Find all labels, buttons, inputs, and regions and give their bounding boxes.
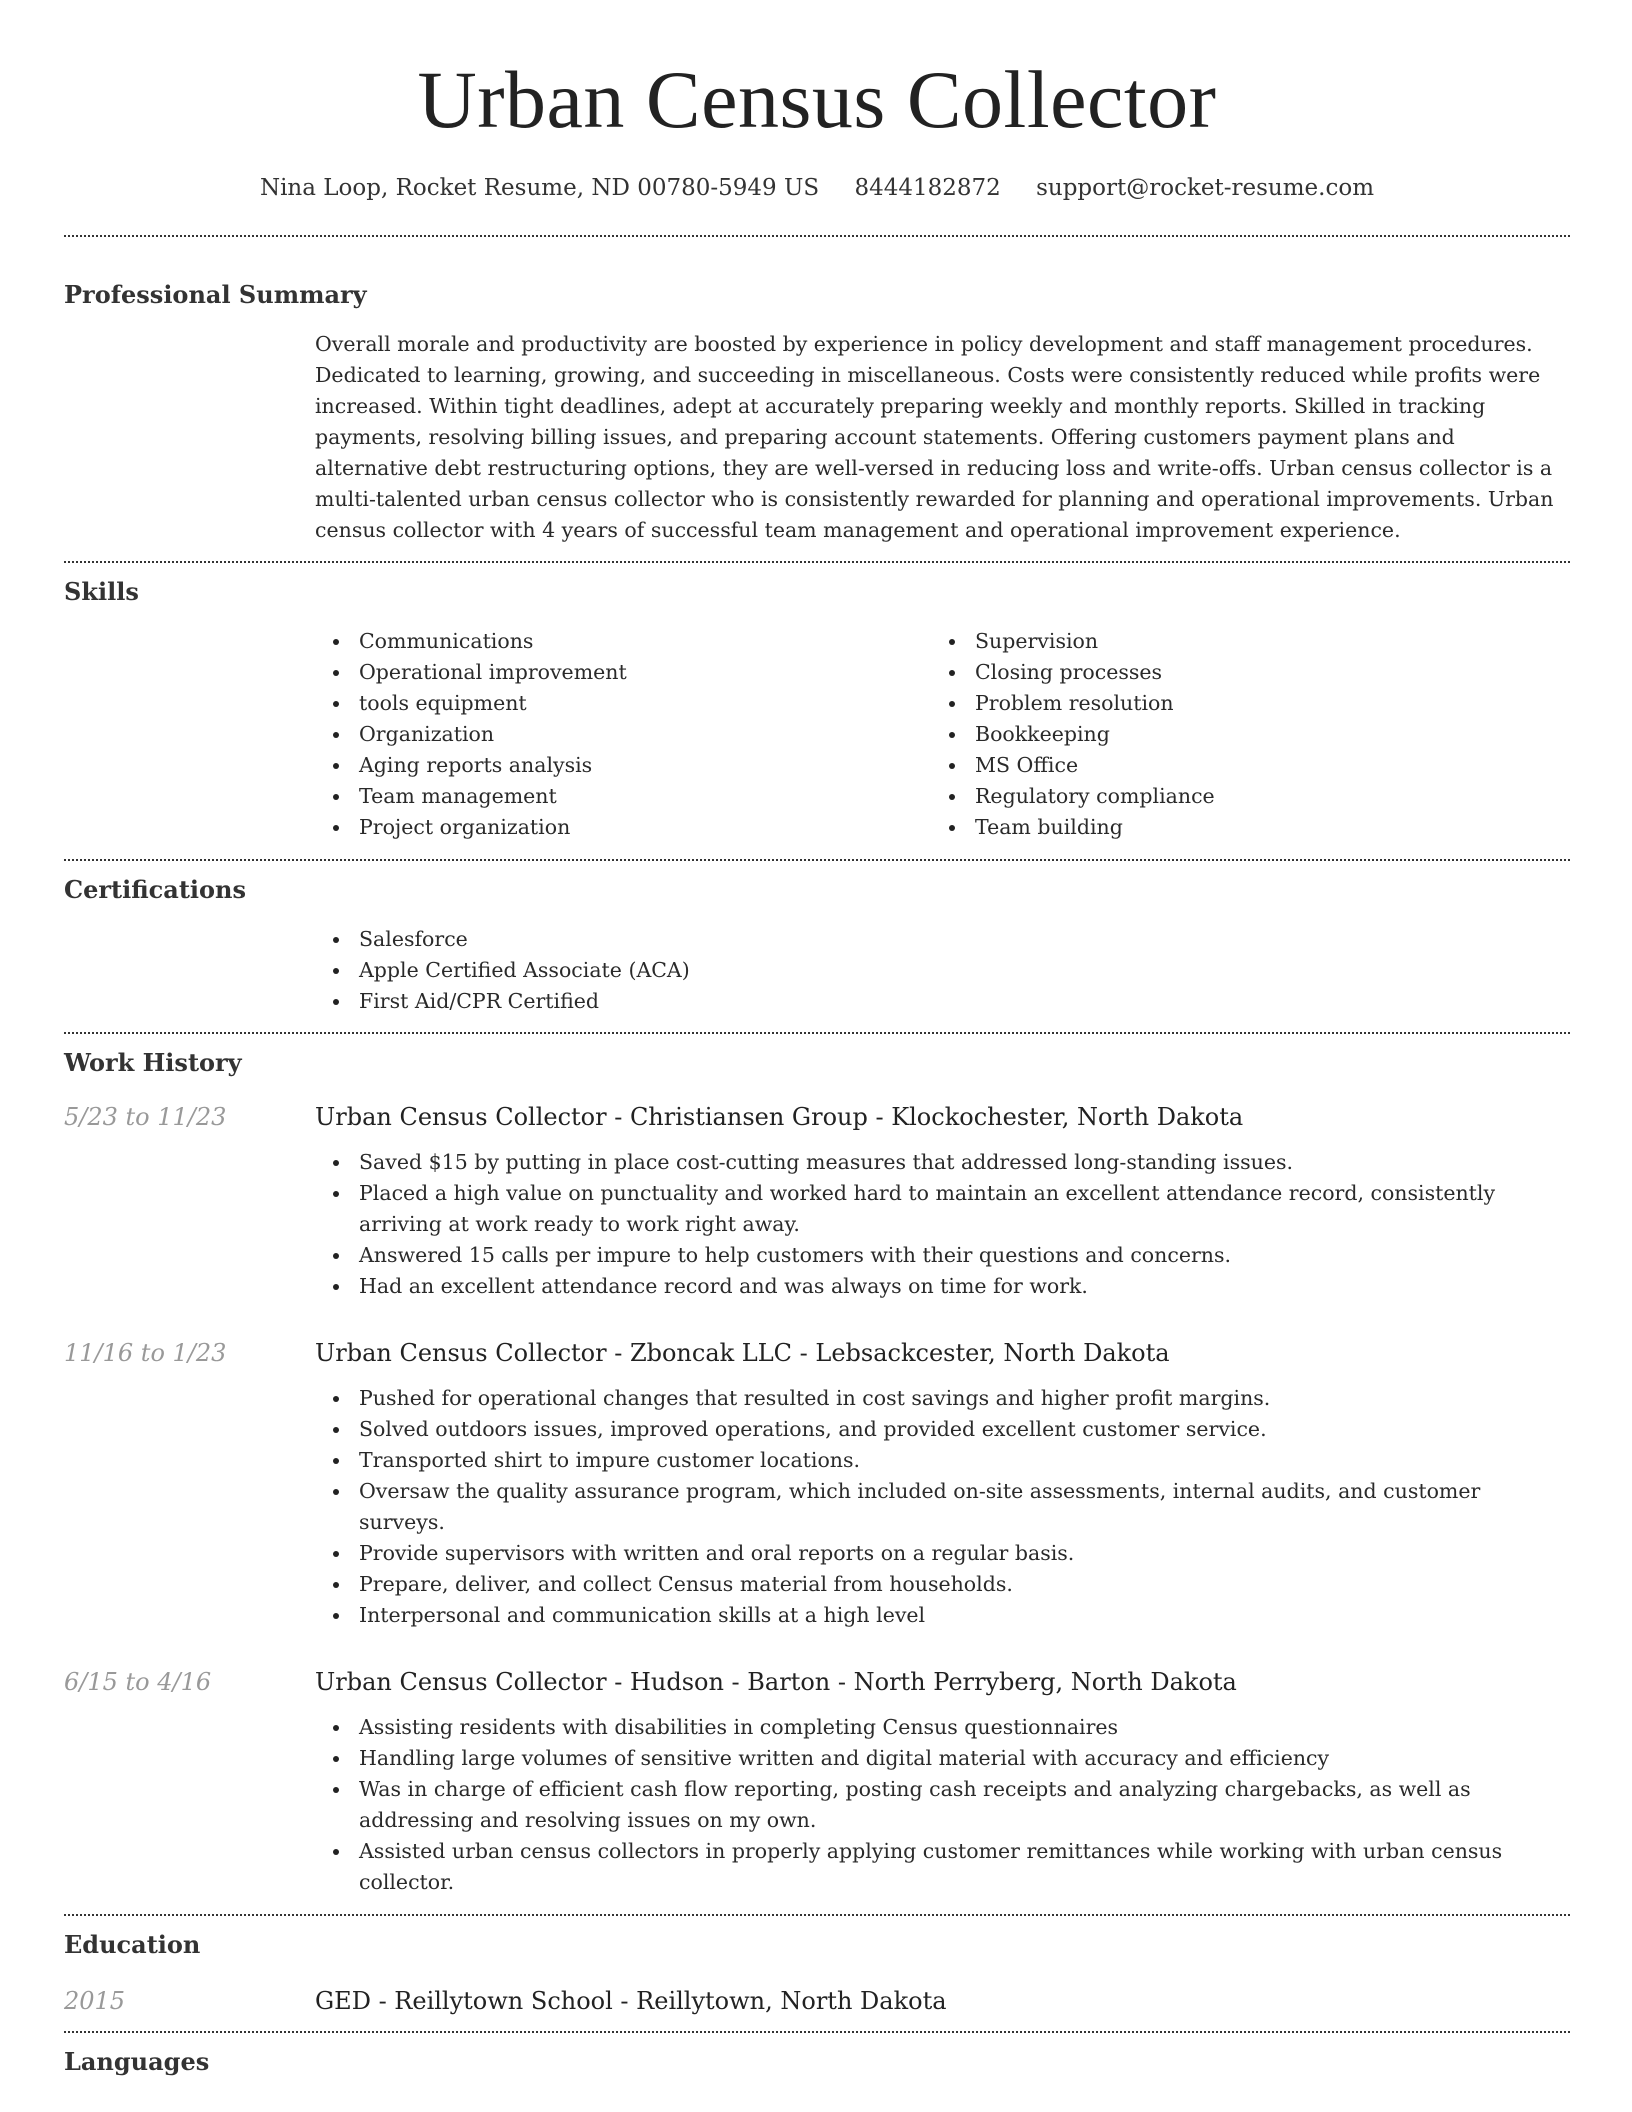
education-entry bbox=[64, 1983, 1570, 2031]
skill-item: Project organization bbox=[315, 812, 931, 843]
job-entry bbox=[64, 1664, 1570, 1700]
skill-item: Bookkeeping bbox=[931, 719, 1547, 750]
summary-text: Overall morale and productivity are boosted by experience in policy development and staff management procedures. Dedicated to learning, growing, and succeeding in miscellaneous. Costs were consistently reduced while profits were increased. Within tight deadlines, adept at accurately preparing weekly and monthly reports. Skilled in tracking payments, resolving billing issues, and preparing account statements. Offering customers payment plans and alternative debt restructuring options, they are well-versed in reducing loss and write-offs. Urban census collector is a multi-talented urban census collector who is consistently rewarded for planning and operational improvements. Urban census collector with 4 years of successful team management and operational improvement experience. bbox=[315, 332, 1554, 542]
skill-item: Team management bbox=[315, 781, 931, 812]
job-bullet: Had an excellent attendance record and was always on time for work. bbox=[315, 1271, 1570, 1302]
resume-title: Urban Census Collector bbox=[417, 54, 1217, 145]
certifications-heading: Certifications bbox=[64, 875, 247, 904]
job-title: Urban Census Collector - Hudson - Barton - North Perryberg, North Dakota bbox=[315, 1668, 1237, 1696]
work-history-heading: Work History bbox=[64, 1048, 242, 1077]
certifications-list bbox=[315, 924, 1570, 1032]
job-bullet: Answered 15 calls per impure to help customers with their questions and concerns. bbox=[315, 1240, 1570, 1271]
job-bullet: Handling large volumes of sensitive written and digital material with accuracy and efficiency bbox=[315, 1743, 1570, 1774]
job-bullet: Placed a high value on punctuality and worked hard to maintain an excellent attendance record, consistently arriving at work ready to work right away. bbox=[315, 1178, 1570, 1240]
summary-heading: Professional Summary bbox=[64, 280, 367, 309]
skill-item: Team building bbox=[931, 812, 1547, 843]
section-divider bbox=[64, 1032, 1570, 1034]
section-divider bbox=[64, 1914, 1570, 1916]
education-date: 2015 bbox=[64, 1987, 126, 2015]
job-bullet: Assisted urban census collectors in properly applying customer remittances while working with urban census collector. bbox=[315, 1836, 1570, 1898]
job-entry bbox=[64, 1099, 1570, 1135]
education-title: GED - Reillytown School - Reillytown, North Dakota bbox=[315, 1987, 947, 2015]
job-bullet: Provide supervisors with written and oral reports on a regular basis. bbox=[315, 1538, 1570, 1569]
job-bullet: Oversaw the quality assurance program, which included on-site assessments, internal audits, and customer surveys. bbox=[315, 1476, 1570, 1538]
job-bullet: Was in charge of efficient cash flow reporting, posting cash receipts and analyzing chargebacks, as well as addressing and resolving issues on my own. bbox=[315, 1774, 1570, 1836]
job-bullets bbox=[315, 1383, 1570, 1631]
certification-item: Apple Certified Associate (ACA) bbox=[315, 955, 1570, 986]
section-divider bbox=[64, 235, 1570, 237]
skill-item: Regulatory compliance bbox=[931, 781, 1547, 812]
job-title: Urban Census Collector - Zboncak LLC - Lebsackcester, North Dakota bbox=[315, 1339, 1170, 1367]
skill-item: Supervision bbox=[931, 626, 1547, 657]
languages-heading: Languages bbox=[64, 2047, 210, 2076]
skill-item: Closing processes bbox=[931, 657, 1547, 688]
job-title: Urban Census Collector - Christiansen Group - Klockochester, North Dakota bbox=[315, 1103, 1244, 1131]
skill-item: Communications bbox=[315, 626, 931, 657]
section-divider bbox=[64, 561, 1570, 563]
job-date: 5/23 to 11/23 bbox=[64, 1103, 227, 1131]
certification-item: Salesforce bbox=[315, 924, 1570, 955]
education-heading: Education bbox=[64, 1930, 201, 1959]
skill-item: Problem resolution bbox=[931, 688, 1547, 719]
contact-line bbox=[64, 172, 1570, 204]
skill-item: Operational improvement bbox=[315, 657, 931, 688]
skills-list-left bbox=[315, 626, 931, 843]
contact-phone: 8444182872 bbox=[854, 175, 1001, 201]
job-entry bbox=[64, 1335, 1570, 1371]
contact-email: support@rocket-resume.com bbox=[1036, 175, 1375, 201]
job-bullet: Prepare, deliver, and collect Census material from households. bbox=[315, 1569, 1570, 1600]
job-date: 6/15 to 4/16 bbox=[64, 1668, 212, 1696]
skill-item: Aging reports analysis bbox=[315, 750, 931, 781]
skills-heading: Skills bbox=[64, 577, 139, 606]
contact-address: Nina Loop, Rocket Resume, ND 00780-5949 US bbox=[259, 175, 820, 201]
skill-item: Organization bbox=[315, 719, 931, 750]
job-bullet: Pushed for operational changes that resulted in cost savings and higher profit margins. bbox=[315, 1383, 1570, 1414]
job-bullet: Assisting residents with disabilities in completing Census questionnaires bbox=[315, 1712, 1570, 1743]
job-bullets bbox=[315, 1147, 1570, 1302]
job-date: 11/16 to 1/23 bbox=[64, 1339, 227, 1367]
skills-list-right bbox=[931, 626, 1547, 843]
job-bullet: Solved outdoors issues, improved operations, and provided excellent customer service. bbox=[315, 1414, 1570, 1445]
section-divider bbox=[64, 2031, 1570, 2033]
job-bullet: Saved $15 by putting in place cost-cutting measures that addressed long-standing issues. bbox=[315, 1147, 1570, 1178]
skills-grid bbox=[315, 626, 1570, 859]
section-divider bbox=[64, 859, 1570, 861]
job-bullet: Interpersonal and communication skills at a high level bbox=[315, 1600, 1570, 1631]
skill-item: MS Office bbox=[931, 750, 1547, 781]
certification-item: First Aid/CPR Certified bbox=[315, 986, 1570, 1017]
job-bullet: Transported shirt to impure customer locations. bbox=[315, 1445, 1570, 1476]
resume-page bbox=[64, 0, 1570, 2080]
job-bullets bbox=[315, 1712, 1570, 1914]
skill-item: tools equipment bbox=[315, 688, 931, 719]
